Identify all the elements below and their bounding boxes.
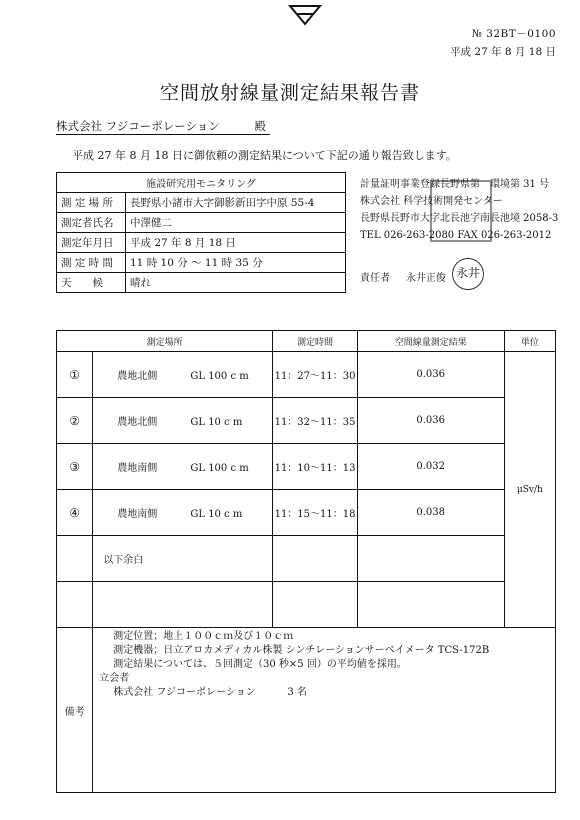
row-number: ② [57,398,93,444]
row-time-empty [273,582,358,628]
row-result-empty [357,536,504,582]
remarks-line: 測定位置；地上１００ｃｍ及び１０ｃｍ [113,631,294,642]
header-place: 測定場所 [57,331,273,352]
info-row [57,213,346,233]
responsible-label: 責任者 [360,273,390,284]
table-row [57,444,556,490]
header-unit: 単位 [504,331,555,352]
row-time: 11：32～11：35 [273,398,358,444]
row-number-empty [57,582,93,628]
table-row [57,582,556,628]
info-label: 天 候 [57,273,126,293]
row-number: ④ [57,490,93,536]
responsible-name: 永井正俊 [405,273,446,284]
row-result-empty [357,582,504,628]
info-row [57,273,346,293]
witness-company: 株式会社 フジコーポレーション [113,687,256,698]
row-time: 11：15～11：18 [273,490,358,536]
info-value: 長野県小諸市大字御影新田字中原 55-4 [126,193,346,213]
recipient-line [56,118,270,135]
organization-block [360,176,558,244]
row-time-empty [273,536,358,582]
info-label: 測 定 場 所 [57,193,126,213]
results-header-row [57,331,556,352]
row-place: 農地南側 [117,463,158,474]
row-place-cell [93,398,273,444]
row-place: 農地北側 [117,371,158,382]
row-result: 0.036 [357,352,504,398]
row-place-cell [93,352,273,398]
row-place-cell [93,444,273,490]
info-label: 測 定 時 間 [57,253,126,273]
info-table [56,172,346,293]
row-result: 0.032 [357,444,504,490]
row-number: ① [57,352,93,398]
witness-count: 3 名 [287,687,307,698]
table-row [57,490,556,536]
recipient-honorific: 殿 [254,119,266,133]
results-table [56,330,556,793]
table-row [57,352,556,398]
remarks-witness [99,686,549,700]
remarks-line: 測定機器；日立アロカメディカル株製 シンチレーションサーベイメータ TCS-172B [113,645,490,656]
row-number: ③ [57,444,93,490]
unit-cell: μSv/h [504,352,555,628]
info-table-heading: 施設研究用モニタリング [57,173,346,193]
org-name: 株式会社 科学技術開発センター [360,196,503,207]
info-value: 平成 27 年 8 月 18 日 [126,233,346,253]
header-result: 空間線量測定結果 [357,331,504,352]
personal-seal-icon: 永井 [452,258,484,290]
info-value: 中澤健二 [126,213,346,233]
remaining-blank-note: 以下余白 [93,536,273,582]
row-place-cell [93,490,273,536]
table-row [57,398,556,444]
info-value: 11 時 10 分 ～ 11 時 35 分 [126,253,346,273]
remarks-row [57,628,556,793]
header-time: 測定時間 [273,331,358,352]
info-label: 測定者氏名 [57,213,126,233]
responsible-person [360,269,446,284]
row-place: 農地南側 [117,509,158,520]
row-result: 0.036 [357,398,504,444]
company-logo-icon [288,4,322,26]
remarks-label: 備考 [57,628,93,793]
info-label: 測定年月日 [57,233,126,253]
table-row [57,536,556,582]
row-depth: GL 10 c m [190,417,243,428]
recipient-company: 株式会社 フジコーポレーション [56,119,220,133]
row-place-empty [93,582,273,628]
row-depth: GL 100 c m [190,463,249,474]
page-title: 空間放射線量測定結果報告書 [159,82,420,104]
row-number-empty [57,536,93,582]
row-result: 0.038 [357,490,504,536]
org-registration: 計量証明事業登録長野県第 環境第 31 号 [360,179,550,190]
row-time: 11：27～11：30 [273,352,358,398]
row-time: 11：10～11：13 [273,444,358,490]
org-contact: TEL 026-263-2080 FAX 026-263-2012 [360,230,552,241]
intro-text: 平成 27 年 8 月 18 日に御依頼の測定結果について下記の通り報告致します。 [72,149,457,162]
info-row [57,233,346,253]
info-value: 晴れ [126,273,346,293]
remarks-content [93,628,556,793]
org-address: 長野県長野市大字北長池字南長池境 2058-3 [360,213,559,224]
document-date: 平成 27 年 8 月 18 日 [450,46,556,58]
row-place: 農地北側 [117,417,158,428]
remarks-line: 測定結果については、５回測定（30 秒×5 回）の平均値を採用。 [113,659,407,670]
info-row [57,253,346,273]
info-row [57,193,346,213]
row-depth: GL 10 c m [190,509,243,520]
document-number: № 32BT－0100 [471,28,556,40]
row-depth: GL 100 c m [190,371,249,382]
remarks-line: 立会者 [99,673,130,684]
